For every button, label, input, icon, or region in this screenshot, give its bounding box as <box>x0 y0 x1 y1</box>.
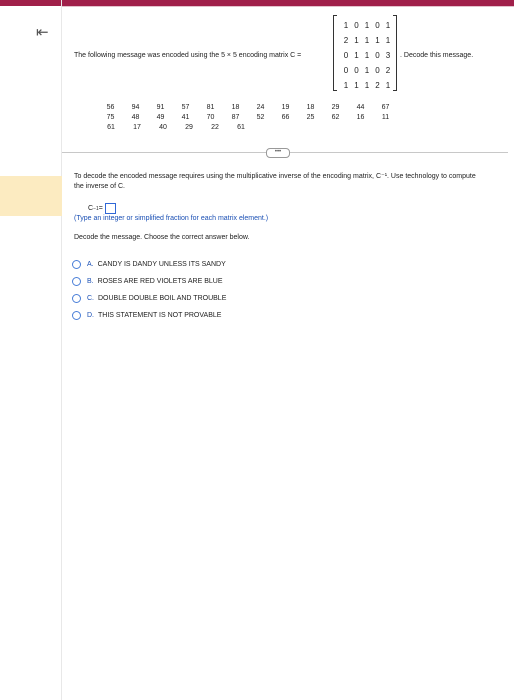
current-part-highlight <box>0 176 62 216</box>
option-text: DOUBLE DOUBLE BOIL AND TROUBLE <box>98 295 227 302</box>
matrix-cell: 1 <box>364 66 370 75</box>
code-value: 41 <box>181 114 190 121</box>
matrix-cell: 1 <box>343 21 349 30</box>
inverse-equals: = <box>98 205 103 212</box>
matrix-cell: 1 <box>364 36 370 45</box>
code-value: 22 <box>211 124 219 131</box>
code-value: 87 <box>231 114 240 121</box>
option-d[interactable] <box>72 307 226 324</box>
option-text: CANDY IS DANDY UNLESS ITS SANDY <box>97 261 226 268</box>
matrix-left-bracket <box>333 15 337 91</box>
matrix-cell: 2 <box>375 81 380 90</box>
decode-instruction: . Decode this message. <box>400 52 474 59</box>
code-value: 56 <box>106 104 115 111</box>
matrix-row <box>341 78 393 93</box>
matrix-cell: 1 <box>354 81 359 90</box>
code-value: 18 <box>306 104 315 111</box>
option-letter: A. <box>87 261 94 268</box>
matrix-cell: 1 <box>385 21 391 30</box>
question-prompt: The following message was encoded using the 5 × 5 encoding matrix C = <box>74 52 302 59</box>
answer-hint: (Type an integer or simplified fraction for each matrix element.) <box>74 215 269 222</box>
code-row <box>98 123 398 133</box>
option-text: THIS STATEMENT IS NOT PROVABLE <box>98 312 222 319</box>
code-value: 19 <box>281 104 290 111</box>
encoded-message <box>98 103 398 133</box>
matrix-cell: 0 <box>375 21 380 30</box>
radio-button[interactable] <box>72 311 81 320</box>
code-value: 11 <box>381 114 390 121</box>
matrix-cell: 0 <box>354 66 359 75</box>
expand-more-button[interactable]: ••• <box>266 148 290 158</box>
code-value: 29 <box>331 104 340 111</box>
left-panel-divider <box>61 0 62 700</box>
option-a[interactable] <box>72 256 226 273</box>
code-value: 17 <box>133 124 141 131</box>
code-value: 52 <box>256 114 265 121</box>
option-text: ROSES ARE RED VIOLETS ARE BLUE <box>97 278 223 285</box>
code-value: 18 <box>231 104 240 111</box>
option-b[interactable] <box>72 273 226 290</box>
matrix-cell: 1 <box>354 51 359 60</box>
code-value: 61 <box>237 124 245 131</box>
matrix-cell: 2 <box>343 36 349 45</box>
matrix-cell: 1 <box>354 36 359 45</box>
matrix-cell: 0 <box>343 66 349 75</box>
matrix-right-bracket <box>393 15 397 91</box>
code-value: 66 <box>281 114 290 121</box>
code-value: 70 <box>206 114 215 121</box>
code-value: 81 <box>206 104 215 111</box>
code-value: 61 <box>107 124 115 131</box>
matrix-cell: 0 <box>375 66 380 75</box>
code-value: 94 <box>131 104 140 111</box>
matrix-row <box>341 63 393 78</box>
inverse-answer-box[interactable] <box>105 203 116 214</box>
code-value: 57 <box>181 104 190 111</box>
code-value: 48 <box>131 114 140 121</box>
option-letter: B. <box>87 278 94 285</box>
inverse-matrix-answer <box>88 203 116 214</box>
matrix-cell: 0 <box>343 51 349 60</box>
radio-button[interactable] <box>72 260 81 269</box>
matrix-cell: 0 <box>375 51 380 60</box>
code-value: 29 <box>185 124 193 131</box>
code-value: 62 <box>331 114 340 121</box>
option-letter: C. <box>87 295 94 302</box>
matrix-cell: 1 <box>385 81 391 90</box>
code-value: 67 <box>381 104 390 111</box>
code-row <box>98 113 398 123</box>
matrix-cell: 1 <box>385 36 391 45</box>
radio-button[interactable] <box>72 294 81 303</box>
matrix-row <box>341 18 393 33</box>
part-instructions: To decode the encoded message requires using the multiplicative inverse of the encoding matrix, C⁻¹. Use technology to compute the inverse of C. <box>74 173 476 190</box>
matrix-cell: 0 <box>354 21 359 30</box>
code-value: 49 <box>156 114 165 121</box>
matrix-row <box>341 48 393 63</box>
answer-options <box>72 256 226 324</box>
option-letter: D. <box>87 312 94 319</box>
code-value: 44 <box>356 104 365 111</box>
matrix-cell: 2 <box>385 66 391 75</box>
radio-button[interactable] <box>72 277 81 286</box>
choose-prompt: Decode the message. Choose the correct answer below. <box>74 234 250 241</box>
code-value: 75 <box>106 114 115 121</box>
matrix-cell: 3 <box>385 51 391 60</box>
matrix-cell: 1 <box>375 36 380 45</box>
code-value: 25 <box>306 114 315 121</box>
inverse-label: C <box>88 205 94 212</box>
option-c[interactable] <box>72 290 226 307</box>
matrix-cell: 1 <box>364 21 370 30</box>
matrix-cell: 1 <box>343 81 349 90</box>
collapse-left-icon[interactable]: ⇤ <box>36 24 49 41</box>
matrix-row <box>341 33 393 48</box>
matrix-cell: 1 <box>364 81 370 90</box>
code-value: 24 <box>256 104 265 111</box>
inverse-exponent: −1 <box>93 205 99 212</box>
code-value: 16 <box>356 114 365 121</box>
encoding-matrix <box>333 15 397 91</box>
code-value: 40 <box>159 124 167 131</box>
top-accent-line <box>62 6 514 7</box>
code-row <box>98 103 398 113</box>
matrix-cell: 1 <box>364 51 370 60</box>
code-value: 91 <box>156 104 165 111</box>
